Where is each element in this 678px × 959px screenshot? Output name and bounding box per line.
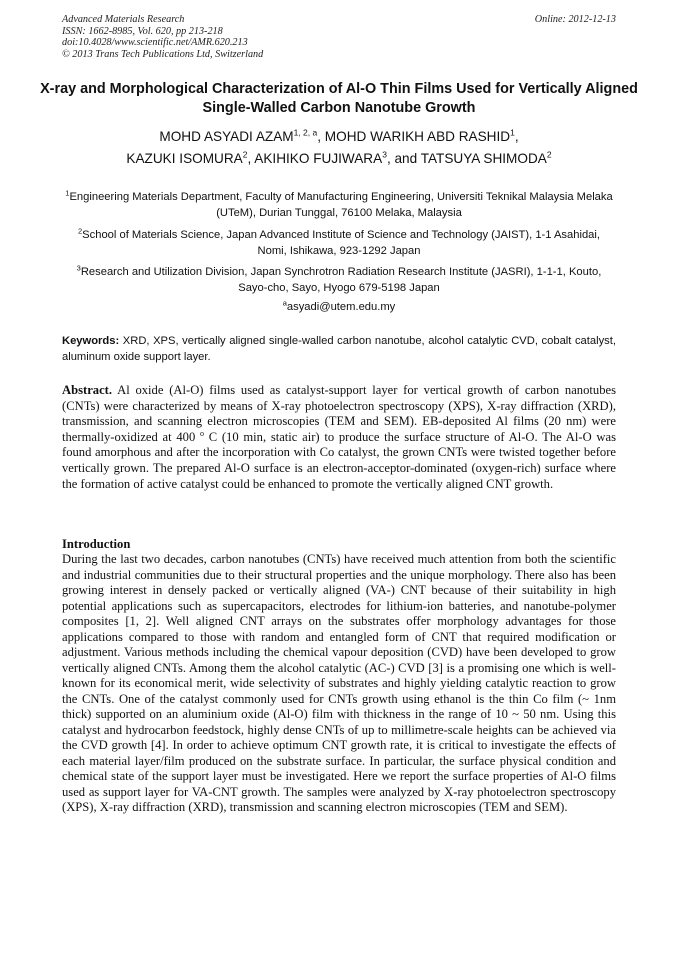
journal-header <box>62 14 263 60</box>
abstract-text: Al oxide (Al-O) films used as catalyst-support layer for vertical growth of carbon nanotubes (CNTs) were characterized by means of X-ray photoelectron spectroscopy (XPS), X-ray diffraction (XRD), transmission, and scanning electron microscopies (TEM and SEM). EB-deposited Al films (20 nm) were thermally-oxidized at 400 <box>62 383 616 444</box>
issn-line: ISSN: 1662-8985, Vol. 620, pp 213-218 <box>62 25 223 37</box>
introduction-heading: Introduction <box>62 537 131 551</box>
author-name: MOHD WARIKH ABD RASHID <box>324 129 511 144</box>
affiliation-1 <box>62 190 616 221</box>
affiliation-sup: 2 <box>78 226 83 236</box>
degree-sup: o <box>199 428 204 438</box>
author-name: MOHD ASYADI AZAM <box>159 129 294 144</box>
author-list <box>40 126 638 170</box>
author-name: TATSUYA SHIMODA <box>420 151 547 166</box>
affiliation-sup: 1 <box>65 188 70 198</box>
email-address <box>62 300 616 316</box>
author-separator: , and <box>386 151 421 166</box>
author-sup: 2 <box>546 149 552 160</box>
author-sup: 1 <box>510 127 515 138</box>
keywords-label: Keywords: <box>62 335 120 347</box>
keywords <box>62 334 616 365</box>
author-sup: 3 <box>382 149 387 160</box>
author-name: KAZUKI ISOMURA <box>126 151 243 166</box>
author-separator: , <box>247 151 255 166</box>
introduction-body: During the last two decades, carbon nanotubes (CNTs) have received much attention from both the scientific and industrial communities due to their structural properties and the unique morphology. There also has been growing interest in densely packed or vertically aligned (VA-) CNT because of their suitability in high potential applications such as supercapacitors, electrodes for lithium-ion batteries, and nanotube-polymer composites [1, 2]. Well aligned CNT arrays on the substrates offer morphology advantages for those applications compared to those with random and entangled form of CNT that required modification or adjustment. Various methods including the chemical vapour deposition (CVD) have been developed to grow vertically aligned CNTs. Among them the alcohol catalytic (AC-) CVD [3] is a promising one which is well-known for its economical merit, wide selectivity of substrates and highly yielding catalytic reaction to grow the CNTs. One of the catalyst commonly used for CNTs growth using ethanol is the thin Co film (~ 1nm thick) supported on an aluminium oxide (Al-O) film with thickness in the range of 10 ~ 50 nm. Using this catalyst and hydrocarbon feedstock, highly dense CNTs of up to millimetre-scale heights can be achieved via the CVD growth [4]. In order to achieve optimum CNT growth rate, it is critical to investigate the effects of each material layer/film produced on the substrate surface. In particular, the surface physical condition and chemical state of the support layer must be investigated. Here we report the surface properties of Al-O films used as support layer for VA-CNT growth. The samples were analyzed by X-ray photoelectron spectroscopy (XPS), X-ray diffraction (XRD), transmission and scanning electron microscopies (TEM and SEM). <box>62 552 616 814</box>
online-date: Online: 2012-12-13 <box>534 14 616 25</box>
doi-line: doi:10.4028/www.scientific.net/AMR.620.213 <box>62 37 248 49</box>
copyright-line: © 2013 Trans Tech Publications Ltd, Switzerland <box>62 48 264 60</box>
author-sup: 2 <box>242 149 248 160</box>
affiliation-2 <box>62 228 616 259</box>
affiliation-text: School of Materials Science, Japan Advanced Institute of Science and Technology (JAIST), 1-1 Asahidai, Nomi, Ishikawa, 923-1292 Japan <box>82 229 600 257</box>
author-separator: , <box>317 129 325 144</box>
email-sup: a <box>282 298 287 308</box>
author-separator: , <box>514 129 519 144</box>
abstract-text: C (10 min, static air) to produce the surface structure of Al-O. The Al-O was found amorphous and after the incorporation with Co catalyst, the grown CNTs were twisted together before vertically grown. The prepared Al-O surface is an electron-acceptor-dominated (oxygen-rich) surface where the formation of active catalyst could be enhanced to promote the vertically aligned CNT growth. <box>62 429 616 491</box>
affiliation-text: Engineering Materials Department, Faculty of Manufacturing Engineering, Universiti Teknikal Malaysia Melaka (UTeM), Durian Tunggal, 76100 Melaka, Malaysia <box>69 191 613 219</box>
affiliation-text: Research and Utilization Division, Japan Synchrotron Radiation Research Institute (JASRI), 1-1-1, Kouto, Sayo-cho, Sayo, Hyogo 679-5198 Japan <box>80 266 602 294</box>
abstract-label: Abstract. <box>62 383 113 397</box>
paper-title: X-ray and Morphological Characterization of Al-O Thin Films Used for Vertically Aligned Single-Walled Carbon Nanotube Growth <box>40 81 638 116</box>
affiliation-3 <box>62 265 616 296</box>
email-text: asyadi@utem.edu.my <box>286 301 396 313</box>
journal-name: Advanced Materials Research <box>62 14 185 25</box>
author-sup: 1, 2, a <box>293 127 318 138</box>
abstract <box>62 383 616 492</box>
affiliation-sup: 3 <box>76 263 81 273</box>
author-name: AKIHIKO FUJIWARA <box>254 151 383 166</box>
keywords-text: XRD, XPS, vertically aligned single-walled carbon nanotube, alcohol catalytic CVD, cobalt catalyst, aluminum oxide support layer. <box>62 335 616 363</box>
